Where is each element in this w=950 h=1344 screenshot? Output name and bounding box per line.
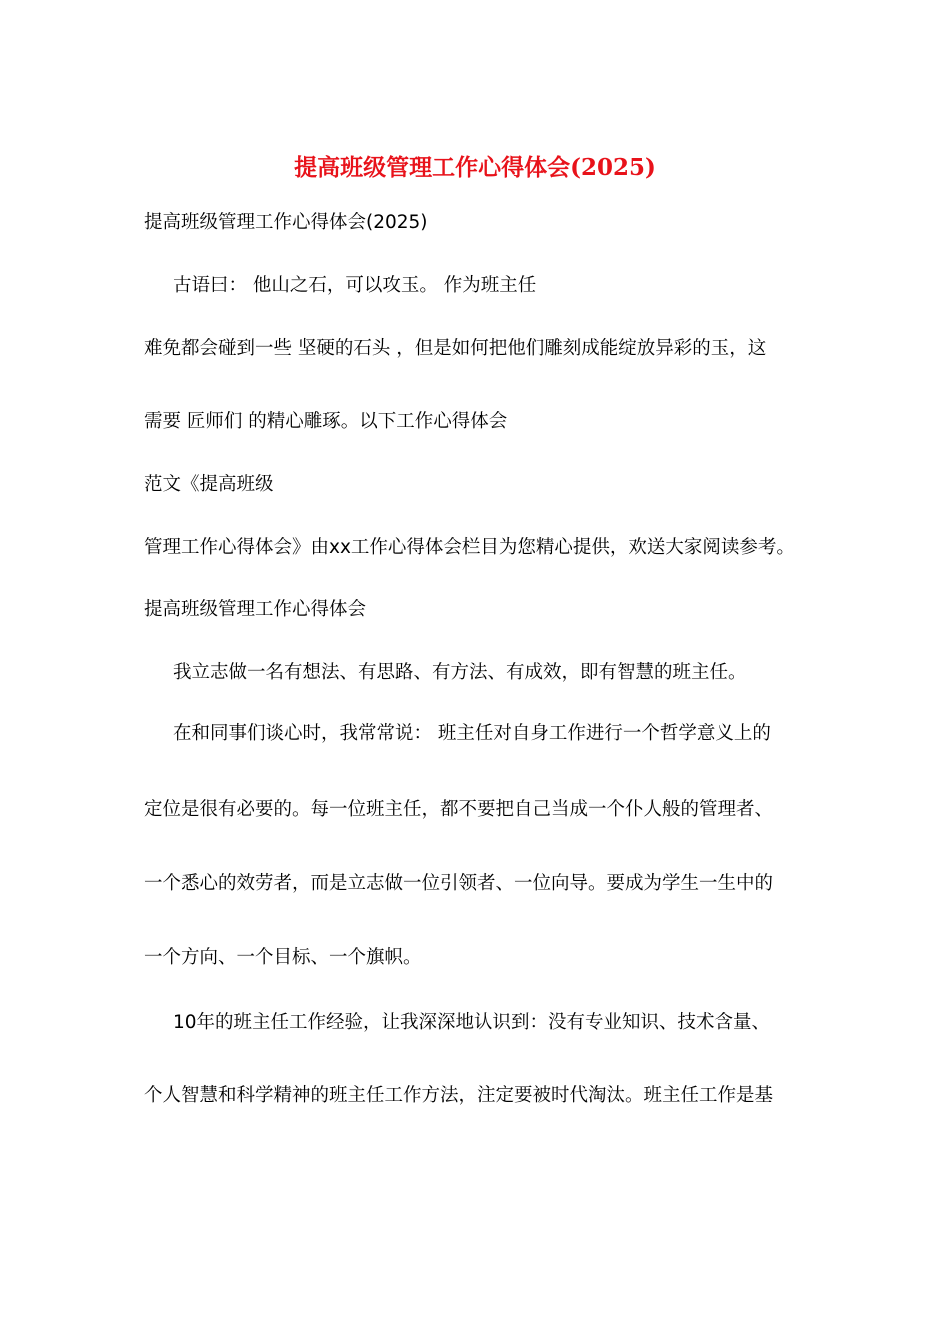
paragraph-line: 在和同事们谈心时，我常常说： 班主任对自身工作进行一个哲学意义上的 (173, 723, 771, 744)
paragraph-line: 范文《提高班级 (144, 474, 274, 495)
paragraph-line: 难免都会碰到一些 坚硬的石头 ，但是如何把他们雕刻成能绽放异彩的玉，这 (144, 338, 767, 359)
paragraph-line: 个人智慧和科学精神的班主任工作方法，注定要被时代淘汰。班主任工作是基 (144, 1085, 774, 1106)
paragraph-line: 定位是很有必要的。每一位班主任，都不要把自己当成一个仆人般的管理者、 (144, 799, 774, 820)
subtitle-line: 提高班级管理工作心得体会(2025) (144, 212, 428, 233)
document-title: 提高班级管理工作心得体会(2025) (294, 154, 656, 181)
paragraph-line: 一个悉心的效劳者，而是立志做一位引领者、一位向导。要成为学生一生中的 (144, 873, 774, 894)
paragraph-line: 需要 匠师们 的精心雕琢。以下工作心得体会 (144, 411, 508, 432)
paragraph-line: 管理工作心得体会》由xx工作心得体会栏目为您精心提供，欢送大家阅读参考。 (144, 537, 795, 558)
section-heading: 提高班级管理工作心得体会 (144, 599, 367, 620)
paragraph-line: 我立志做一名有想法、有思路、有方法、有成效，即有智慧的班主任。 (173, 662, 747, 683)
paragraph-line: 10年的班主任工作经验，让我深深地认识到：没有专业知识、技术含量、 (173, 1012, 771, 1033)
paragraph-line: 古语曰： 他山之石，可以攻玉。 作为班主任 (173, 275, 537, 296)
paragraph-line: 一个方向、一个目标、一个旗帜。 (144, 947, 422, 968)
